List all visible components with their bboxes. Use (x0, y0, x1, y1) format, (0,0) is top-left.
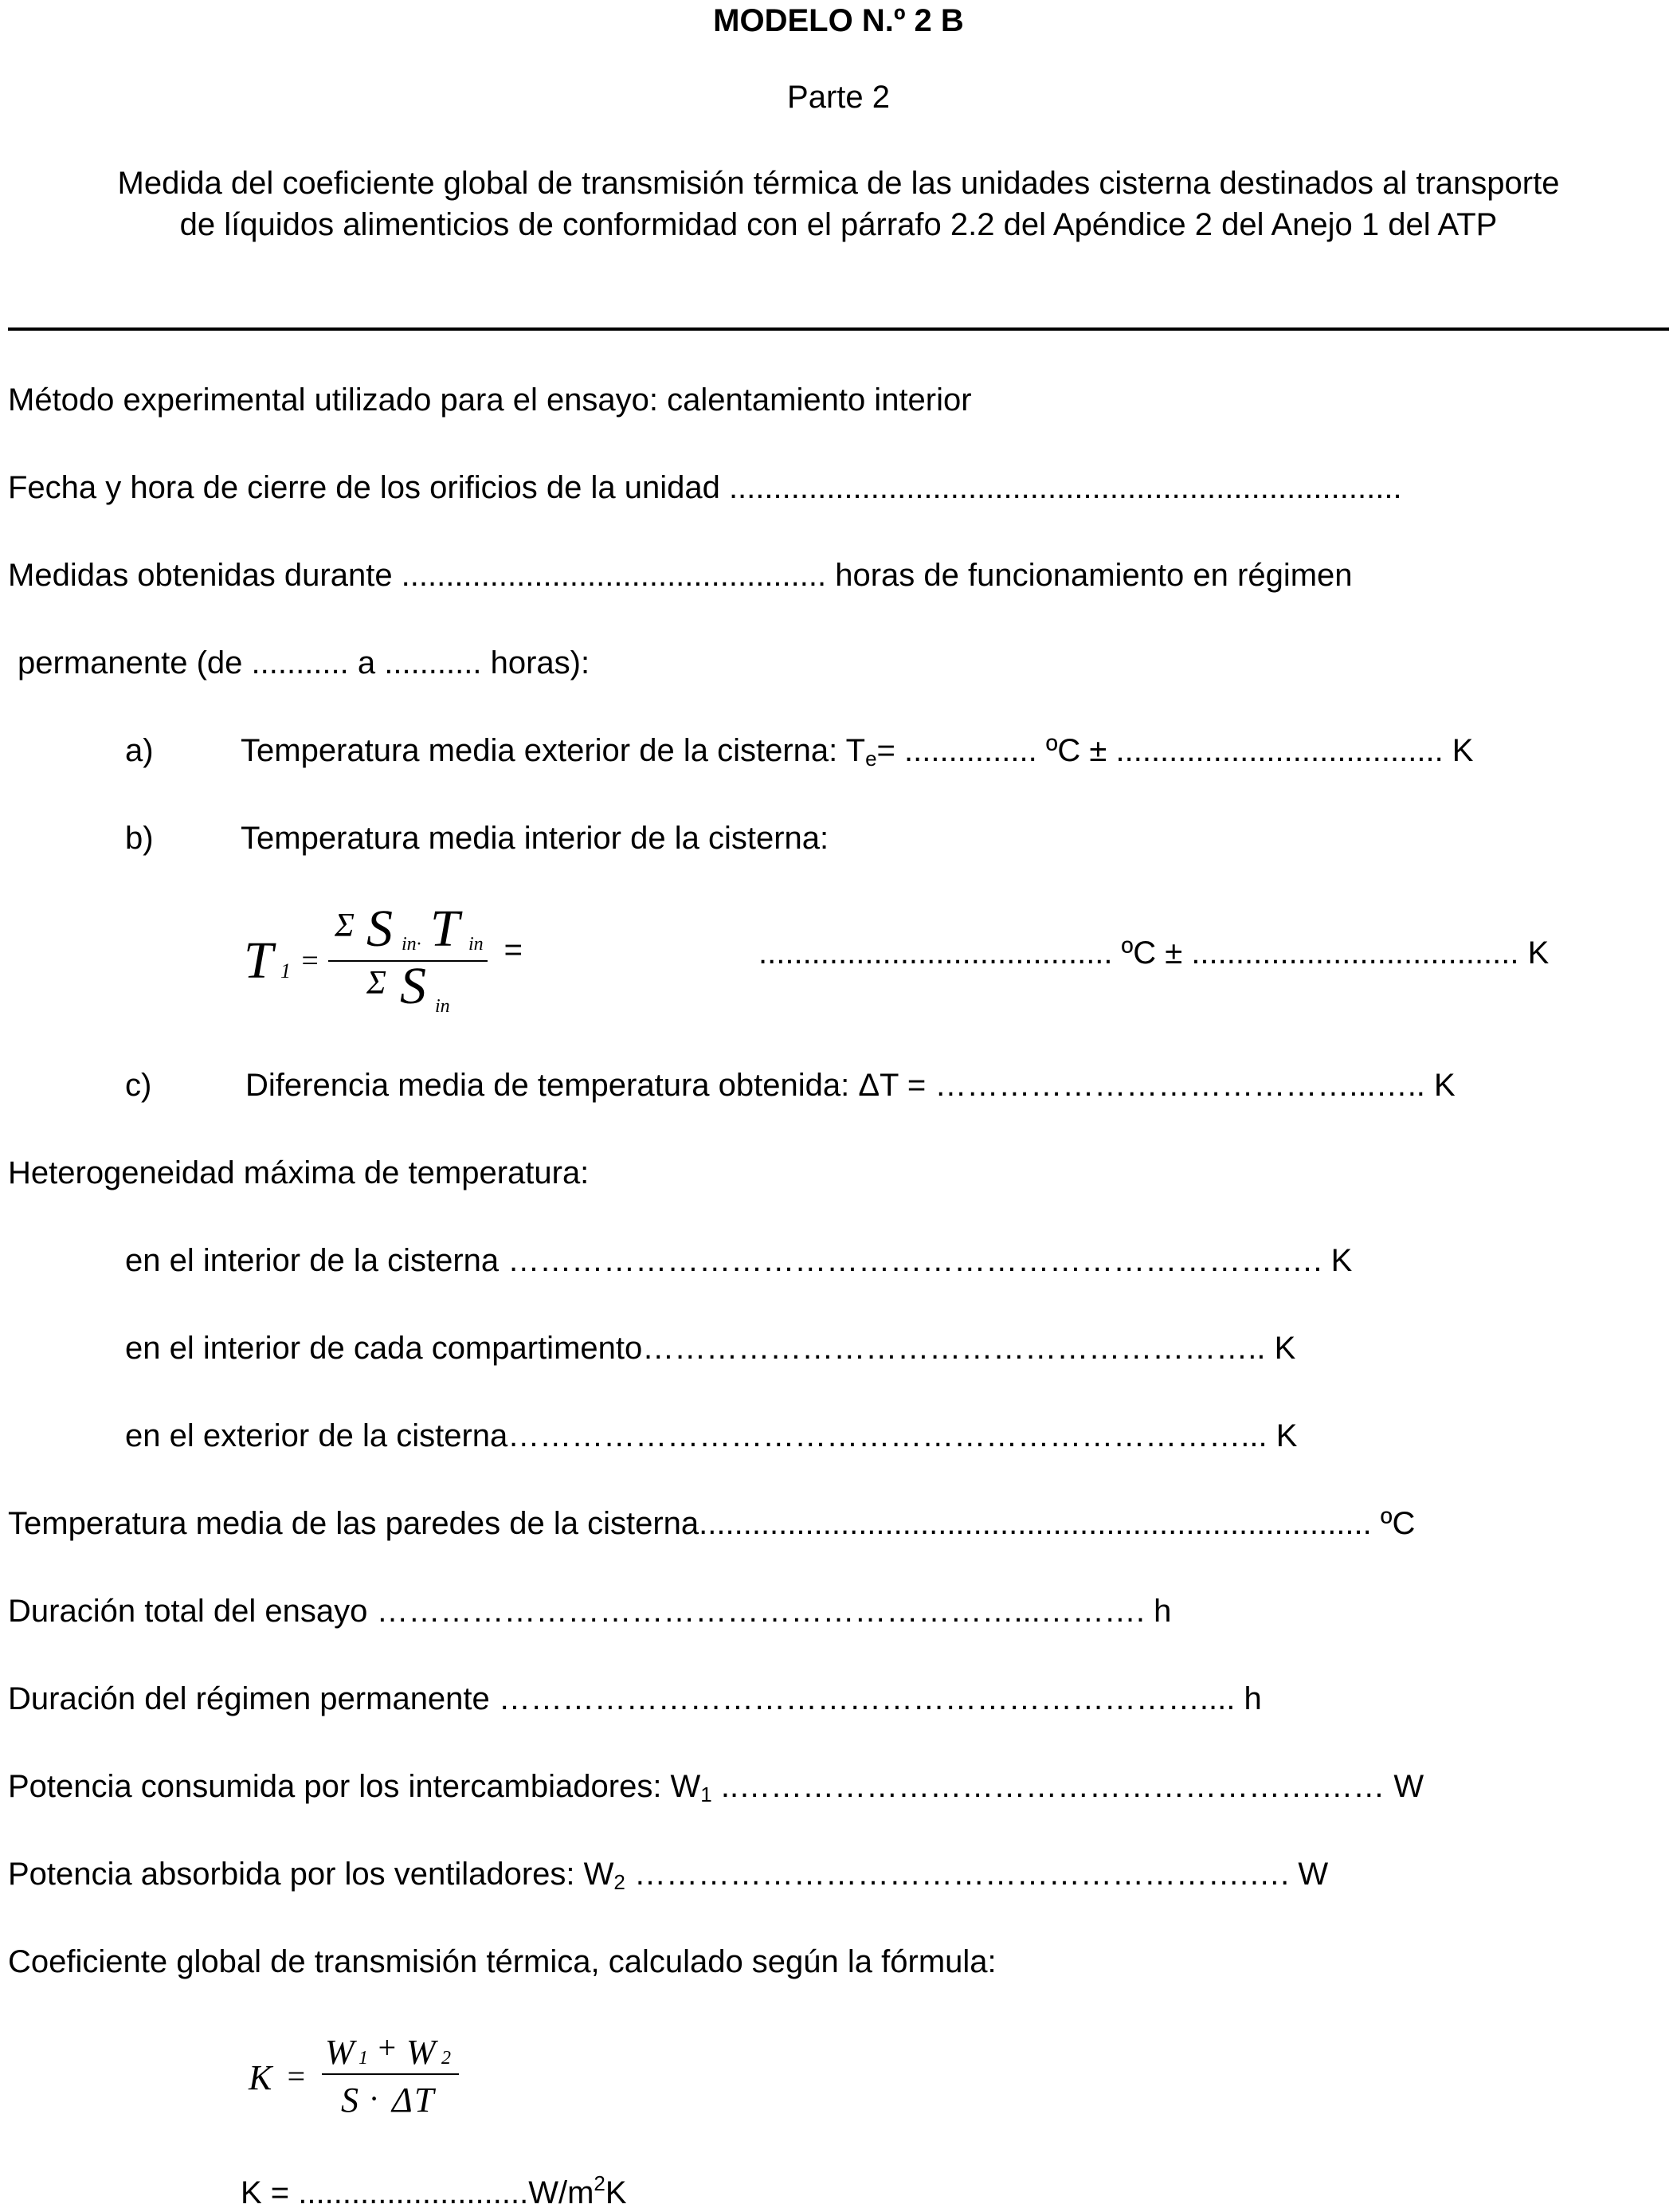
k-result-post: K (605, 2175, 627, 2210)
k-result-pre: K = ..........................W/m (241, 2175, 594, 2210)
item-c-label: c) (125, 1068, 152, 1103)
description-line-2: de líquidos alimenticios de conformidad con el párrafo 2.2 del Apéndice 2 del Anejo 1 del ATP (179, 207, 1498, 242)
formula-t1-values: ........................................ ºC ± ..................................... K (758, 935, 1550, 971)
model-title: MODELO N.º 2 B (713, 3, 964, 38)
method-line: Método experimental utilizado para el ensayo: calentamiento interior (8, 382, 972, 418)
description-line-1: Medida del coeficiente global de transmisión térmica de las unidades cisterna destinados al transporte (117, 166, 1560, 201)
part-title: Parte 2 (787, 80, 890, 115)
duration-total: Duración total del ensayo ……………………………………………………...………. h (8, 1594, 1172, 1629)
walls-temperature: Temperatura media de las paredes de la cisterna............................................................................ ºC (8, 1506, 1416, 1541)
item-a-text: Temperatura media exterior de la cisterna: T (241, 733, 866, 768)
power-w2-tail: ………………………………………………….…. W (625, 1857, 1329, 1892)
duration-permanent: Duración del régimen permanente ………………………………………………………….... h (8, 1681, 1262, 1716)
heterogeneity-compartment: en el interior de cada compartimento………………………………………………….. K (125, 1331, 1296, 1366)
coefficient-intro: Coeficiente global de transmisión térmica, calculado según la fórmula: (8, 1944, 997, 1979)
power-w1-tail: ..……………………………………………….…… W (711, 1769, 1424, 1804)
power-w1-sub: 1 (700, 1783, 712, 1806)
power-w2-text: Potencia absorbida por los ventiladores: W (8, 1857, 614, 1892)
item-a-sub: e (865, 747, 877, 771)
k-result-sup: 2 (594, 2171, 605, 2195)
power-w2-sub: 2 (613, 1870, 625, 1894)
heterogeneity-interior: en el interior de la cisterna ……………………………………………………………….…. K (125, 1243, 1353, 1278)
power-w1-line (8, 1767, 1424, 1814)
heterogeneity-title: Heterogeneidad máxima de temperatura: (8, 1155, 590, 1190)
separator-rule (8, 327, 1669, 331)
power-w2-line (8, 1855, 1328, 1901)
k-result-line (241, 2164, 627, 2212)
closing-date-line: Fecha y hora de cierre de los orificios de la unidad ............................................................................ (8, 470, 1402, 505)
power-w1-text: Potencia consumida por los intercambiadores: W (8, 1769, 701, 1804)
measures-line-2: permanente (de ........... a ........... horas): (18, 645, 590, 680)
item-b-text: Temperatura media interior de la cisterna: (241, 821, 829, 856)
item-a-label: a) (125, 733, 154, 768)
measures-line-1: Medidas obtenidas durante ................................................ horas de funcionamiento en régimen (8, 558, 1353, 593)
item-a-line (241, 731, 1473, 778)
item-a-tail: = ............... ºC ± ..................................... K (876, 733, 1474, 768)
item-c-text: Diferencia media de temperatura obtenida: ΔT = …………………………………...….. K (245, 1068, 1456, 1103)
item-b-label: b) (125, 821, 154, 856)
heterogeneity-exterior: en el exterior de la cisterna……………………………………………………………... K (125, 1418, 1298, 1453)
